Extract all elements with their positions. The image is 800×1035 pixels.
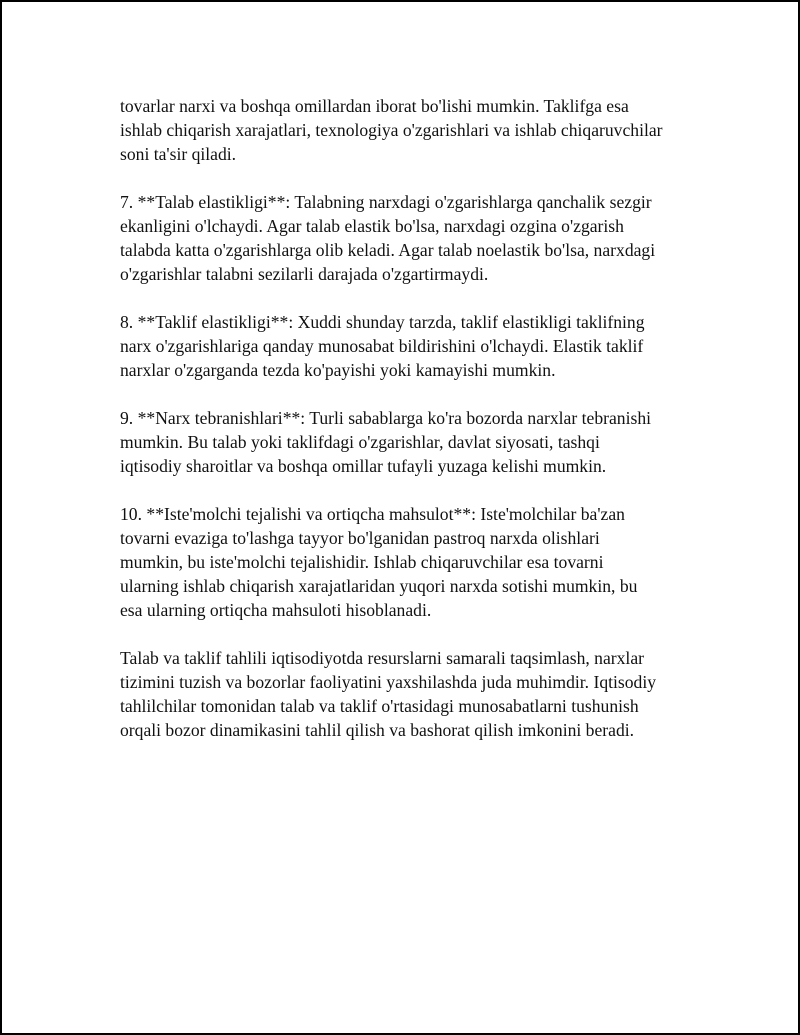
paragraph-continuation — [120, 94, 720, 166]
text-line: mumkin, bu iste'molchi tejalishidir. Ishlab chiqaruvchilar esa tovarni — [120, 552, 604, 572]
text-line: 8. **Taklif elastikligi**: Xuddi shunday tarzda, taklif elastikligi taklifning — [120, 312, 645, 332]
text-line: iqtisodiy sharoitlar va boshqa omillar tufayli yuzaga kelishi mumkin. — [120, 456, 607, 476]
text-line: ekanligini o'lchaydi. Agar talab elastik bo'lsa, narxdagi ozgina o'zgarish — [120, 216, 624, 236]
paragraph-narx-tebranishlari — [120, 406, 720, 478]
text-line: tahlilchilar tomonidan talab va taklif o'rtasidagi munosabatlarni tushunish — [120, 696, 639, 716]
text-line: narxlar o'zgarganda tezda ko'payishi yoki kamayishi mumkin. — [120, 360, 556, 380]
text-line: mumkin. Bu talab yoki taklifdagi o'zgarishlar, davlat siyosati, tashqi — [120, 432, 600, 452]
text-line: tovarni evaziga to'lashga tayyor bo'lganidan pastroq narxda olishlari — [120, 528, 600, 548]
text-line: talabda katta o'zgarishlarga olib keladi. Agar talab noelastik bo'lsa, narxdagi — [120, 240, 656, 260]
text-line: narx o'zgarishlariga qanday munosabat bildirishini o'lchaydi. Elastik taklif — [120, 336, 644, 356]
text-line: 9. **Narx tebranishlari**: Turli sabablarga ko'ra bozorda narxlar tebranishi — [120, 408, 651, 428]
text-line: orqali bozor dinamikasini tahlil qilish va bashorat qilish imkonini beradi. — [120, 720, 635, 740]
document-body — [120, 94, 720, 766]
paragraph-conclusion — [120, 646, 720, 742]
text-line: ishlab chiqarish xarajatlari, texnologiya o'zgarishlari va ishlab chiqaruvchilar — [120, 120, 663, 140]
paragraph-taklif-elastikligi — [120, 310, 720, 382]
text-line: o'zgarishlar talabni sezilarli darajada o'zgartirmaydi. — [120, 264, 489, 284]
paragraph-istemolchi-tejalishi — [120, 502, 720, 622]
text-line: esa ularning ortiqcha mahsuloti hisoblanadi. — [120, 600, 432, 620]
paragraph-talab-elastikligi — [120, 190, 720, 286]
text-line: tizimini tuzish va bozorlar faoliyatini yaxshilashda juda muhimdir. Iqtisodiy — [120, 672, 657, 692]
text-line: 7. **Talab elastikligi**: Talabning narxdagi o'zgarishlarga qanchalik sezgir — [120, 192, 652, 212]
text-line: tovarlar narxi va boshqa omillardan iborat bo'lishi mumkin. Taklifga esa — [120, 96, 629, 116]
text-line: 10. **Iste'molchi tejalishi va ortiqcha mahsulot**: Iste'molchilar ba'zan — [120, 504, 625, 524]
text-line: soni ta'sir qiladi. — [120, 144, 237, 164]
text-line: ularning ishlab chiqarish xarajatlaridan yuqori narxda sotishi mumkin, bu — [120, 576, 638, 596]
text-line: Talab va taklif tahlili iqtisodiyotda resurslarni samarali taqsimlash, narxlar — [120, 648, 644, 668]
